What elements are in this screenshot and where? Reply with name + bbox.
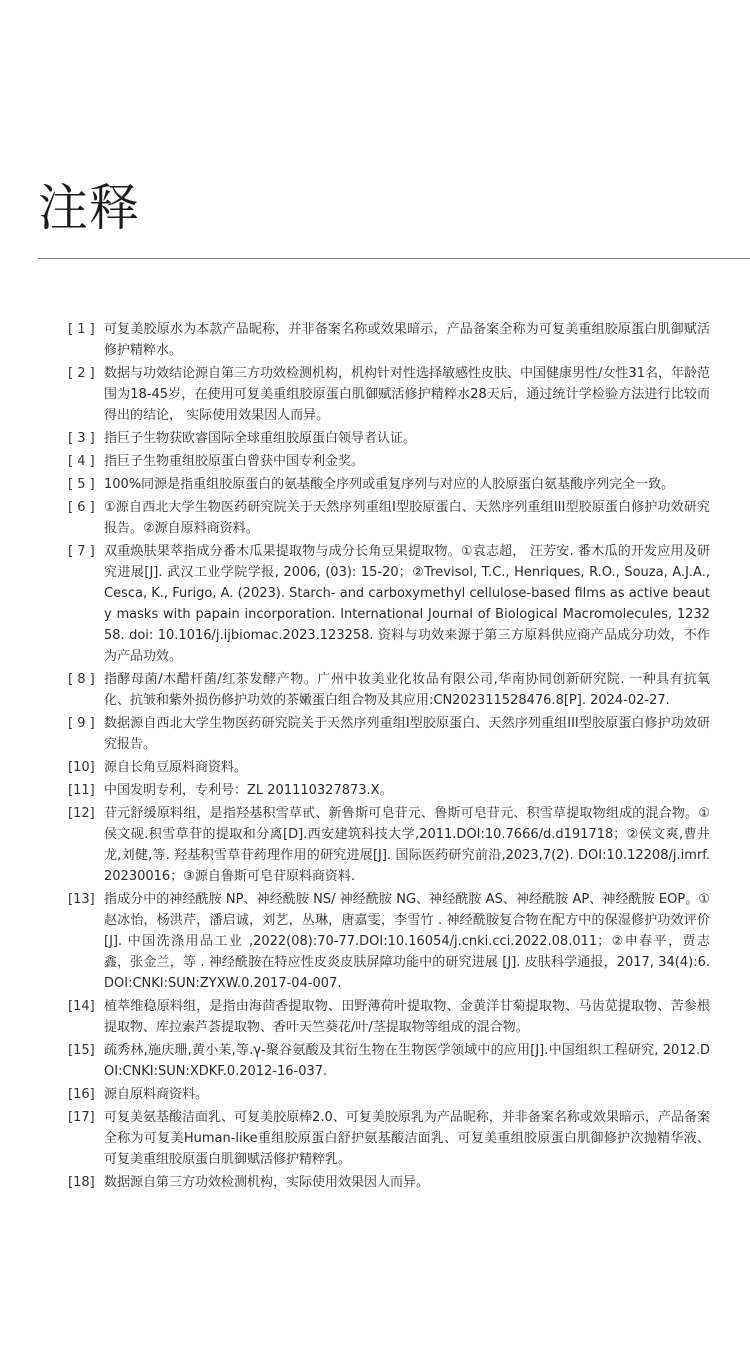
footnote-number: [13]: [68, 892, 95, 907]
footnote-text: 源自原料商资料。: [104, 1087, 209, 1102]
footnote-text: 植萃维稳原料组，是指由海茴香提取物、田野薄荷叶提取物、金黄洋甘菊提取物、马齿苋提取物、苦参根提取物、库拉索芦荟提取物、香叶天竺葵花/叶/茎提取物等组成的混合物。: [104, 999, 710, 1035]
footnote-number: [15]: [68, 1043, 95, 1058]
footnote-item: [68, 451, 710, 472]
footnote-number: [12]: [68, 806, 95, 821]
footnote-item: [68, 1084, 710, 1105]
footnote-number: [ 9 ]: [68, 716, 95, 731]
footnote-number: [ 4 ]: [68, 454, 95, 469]
footnote-item: [68, 1172, 710, 1193]
footnote-list: [68, 319, 710, 1195]
footnote-item: [68, 1107, 710, 1170]
footnote-number: [ 3 ]: [68, 431, 95, 446]
footnote-number: [17]: [68, 1110, 95, 1125]
footnote-number: [14]: [68, 999, 95, 1014]
footnote-item: [68, 363, 710, 426]
footnote-item: [68, 780, 710, 801]
footnote-item: [68, 1040, 710, 1082]
footnote-text: 疏秀林,施庆珊,黄小茉,等.γ-聚谷氨酸及其衍生物在生物医学领域中的应用[J].中国组织工程研究, 2012.DOI:CNKI:SUN:XDKF.0.2012-16-037.: [104, 1043, 710, 1079]
footnote-number: [ 7 ]: [68, 544, 95, 559]
footnote-item: [68, 474, 710, 495]
footnote-text: ①源自西北大学生物医药研究院关于天然序列重组I型胶原蛋白、天然序列重组III型胶原蛋白修护功效研究报告。②源自原料商资料。: [104, 500, 710, 536]
footnote-number: [ 1 ]: [68, 322, 95, 337]
footnote-item: [68, 713, 710, 755]
footnote-text: 数据源自第三方功效检测机构，实际使用效果因人而异。: [104, 1175, 430, 1190]
footnote-text: 指巨子生物获欧睿国际全球重组胶原蛋白领导者认证。: [104, 431, 417, 446]
footnote-item: [68, 319, 710, 361]
footnote-text: 指酵母菌/木醋杆菌/红茶发酵产物。广州中妆美业化妆品有限公司,华南协同创新研究院. 一种具有抗氧化、抗皱和紫外损伤修护功效的茶嫩蛋白组合物及其应用:CN202311528476.8[P]. 2024-02-27.: [104, 672, 710, 708]
footnote-text: 指巨子生物重组胶原蛋白曾获中国专利金奖。: [104, 454, 365, 469]
footnote-text: 苷元舒缓原料组，是指羟基积雪草甙、新鲁斯可皂苷元、鲁斯可皂苷元、积雪草提取物组成的混合物。①侯文砚.积雪草苷的提取和分离[D].西安建筑科技大学,2011.DOI:10.7666/d.d191718；②侯文爽,曹井龙,刘健,等. 羟基积雪草苷药理作用的研究进展[J]. 国际医药研究前沿,2023,7(2). DOI:10.12208/j.imrf.20230016；③源自鲁斯可皂苷原料商资料.: [104, 806, 710, 884]
footnote-item: [68, 669, 710, 711]
footnote-text: 数据源自西北大学生物医药研究院关于天然序列重组I型胶原蛋白、天然序列重组III型胶原蛋白修护功效研究报告。: [104, 716, 710, 752]
footnote-text: 指成分中的神经酰胺 NP、神经酰胺 NS/ 神经酰胺 NG、神经酰胺 AS、神经酰胺 AP、神经酰胺 EOP。①赵冰怡，杨洪芹，潘启诚，刘艺，丛琳，唐嘉雯，李雪竹 . 神经酰胺复合物在配方中的保湿修护功效评价 [J]. 中国洗涤用品工业 ,2022(08):70-77.DOI:10.16054/j.cnki.cci.2022.08.011；②申春平，贾志鑫，张金兰，等 . 神经酰胺在特应性皮炎皮肤屏障功能中的研究进展 [J]. 皮肤科学通报，2017, 34(4):6.DOI:CNKI:SUN:ZYXW.0.2017-04-007.: [104, 892, 710, 991]
footnote-text: 100%同源是指重组胶原蛋白的氨基酸全序列或重复序列与对应的人胶原蛋白氨基酸序列完全一致。: [104, 477, 675, 492]
footnote-text: 双重焕肤果萃指成分番木瓜果提取物与成分长角豆果提取物。①袁志超， 汪芳安. 番木瓜的开发应用及研究进展[J]. 武汉工业学院学报, 2006, (03): 15-20；②Trevisol, T.C., Henriques, R.O., Souza, A.J.A., Cesca, K., Furigo, A. (2023). Starch- and carboxymethyl cellulose-based films as active beauty masks with papain incorporation. International Journal of Biological Macromolecules, 123258. doi: 10.1016/j.ijbiomac.2023.123258. 资料与功效来源于第三方原料供应商产品成分功效，不作为产品功效。: [104, 544, 710, 664]
footnote-text: 中国发明专利，专利号：ZL 201110327873.X。: [104, 783, 393, 798]
footnote-item: [68, 889, 710, 994]
footnote-number: [ 5 ]: [68, 477, 95, 492]
footnote-text: 可复美胶原水为本款产品昵称，并非备案名称或效果暗示，产品备案全称为可复美重组胶原蛋白肌御赋活修护精粹水。: [104, 322, 710, 358]
footnote-number: [16]: [68, 1087, 95, 1102]
footnote-number: [11]: [68, 783, 95, 798]
footnote-number: [ 2 ]: [68, 366, 95, 381]
footnote-item: [68, 757, 710, 778]
footnote-text: 数据与功效结论源自第三方功效检测机构，机构针对性选择敏感性皮肤、中国健康男性/女性31名，年龄范围为18-45岁，在使用可复美重组胶原蛋白肌御赋活修护精粹水28天后，通过统计学检验方法进行比较而得出的结论， 实际使用效果因人而异。: [104, 366, 710, 423]
page-title: 注释: [38, 179, 140, 237]
footnote-text: 源自长角豆原料商资料。: [104, 760, 248, 775]
footnote-number: [ 8 ]: [68, 672, 95, 687]
footnote-number: [ 6 ]: [68, 500, 95, 515]
footnote-item: [68, 996, 710, 1038]
footnote-text: 可复美氨基酸洁面乳、可复美胶原棒2.0、可复美胶原乳为产品昵称，并非备案名称或效果暗示，产品备案全称为可复美Human-like重组胶原蛋白舒护氨基酸洁面乳、可复美重组胶原蛋白肌御修护次抛精华液、 可复美重组胶原蛋白肌御赋活修护精粹乳。: [104, 1110, 710, 1167]
footnote-item: [68, 541, 710, 667]
footnote-item: [68, 497, 710, 539]
title-divider: [38, 258, 750, 259]
footnote-number: [18]: [68, 1175, 95, 1190]
footnote-item: [68, 803, 710, 887]
footnote-item: [68, 428, 710, 449]
footnote-number: [10]: [68, 760, 95, 775]
